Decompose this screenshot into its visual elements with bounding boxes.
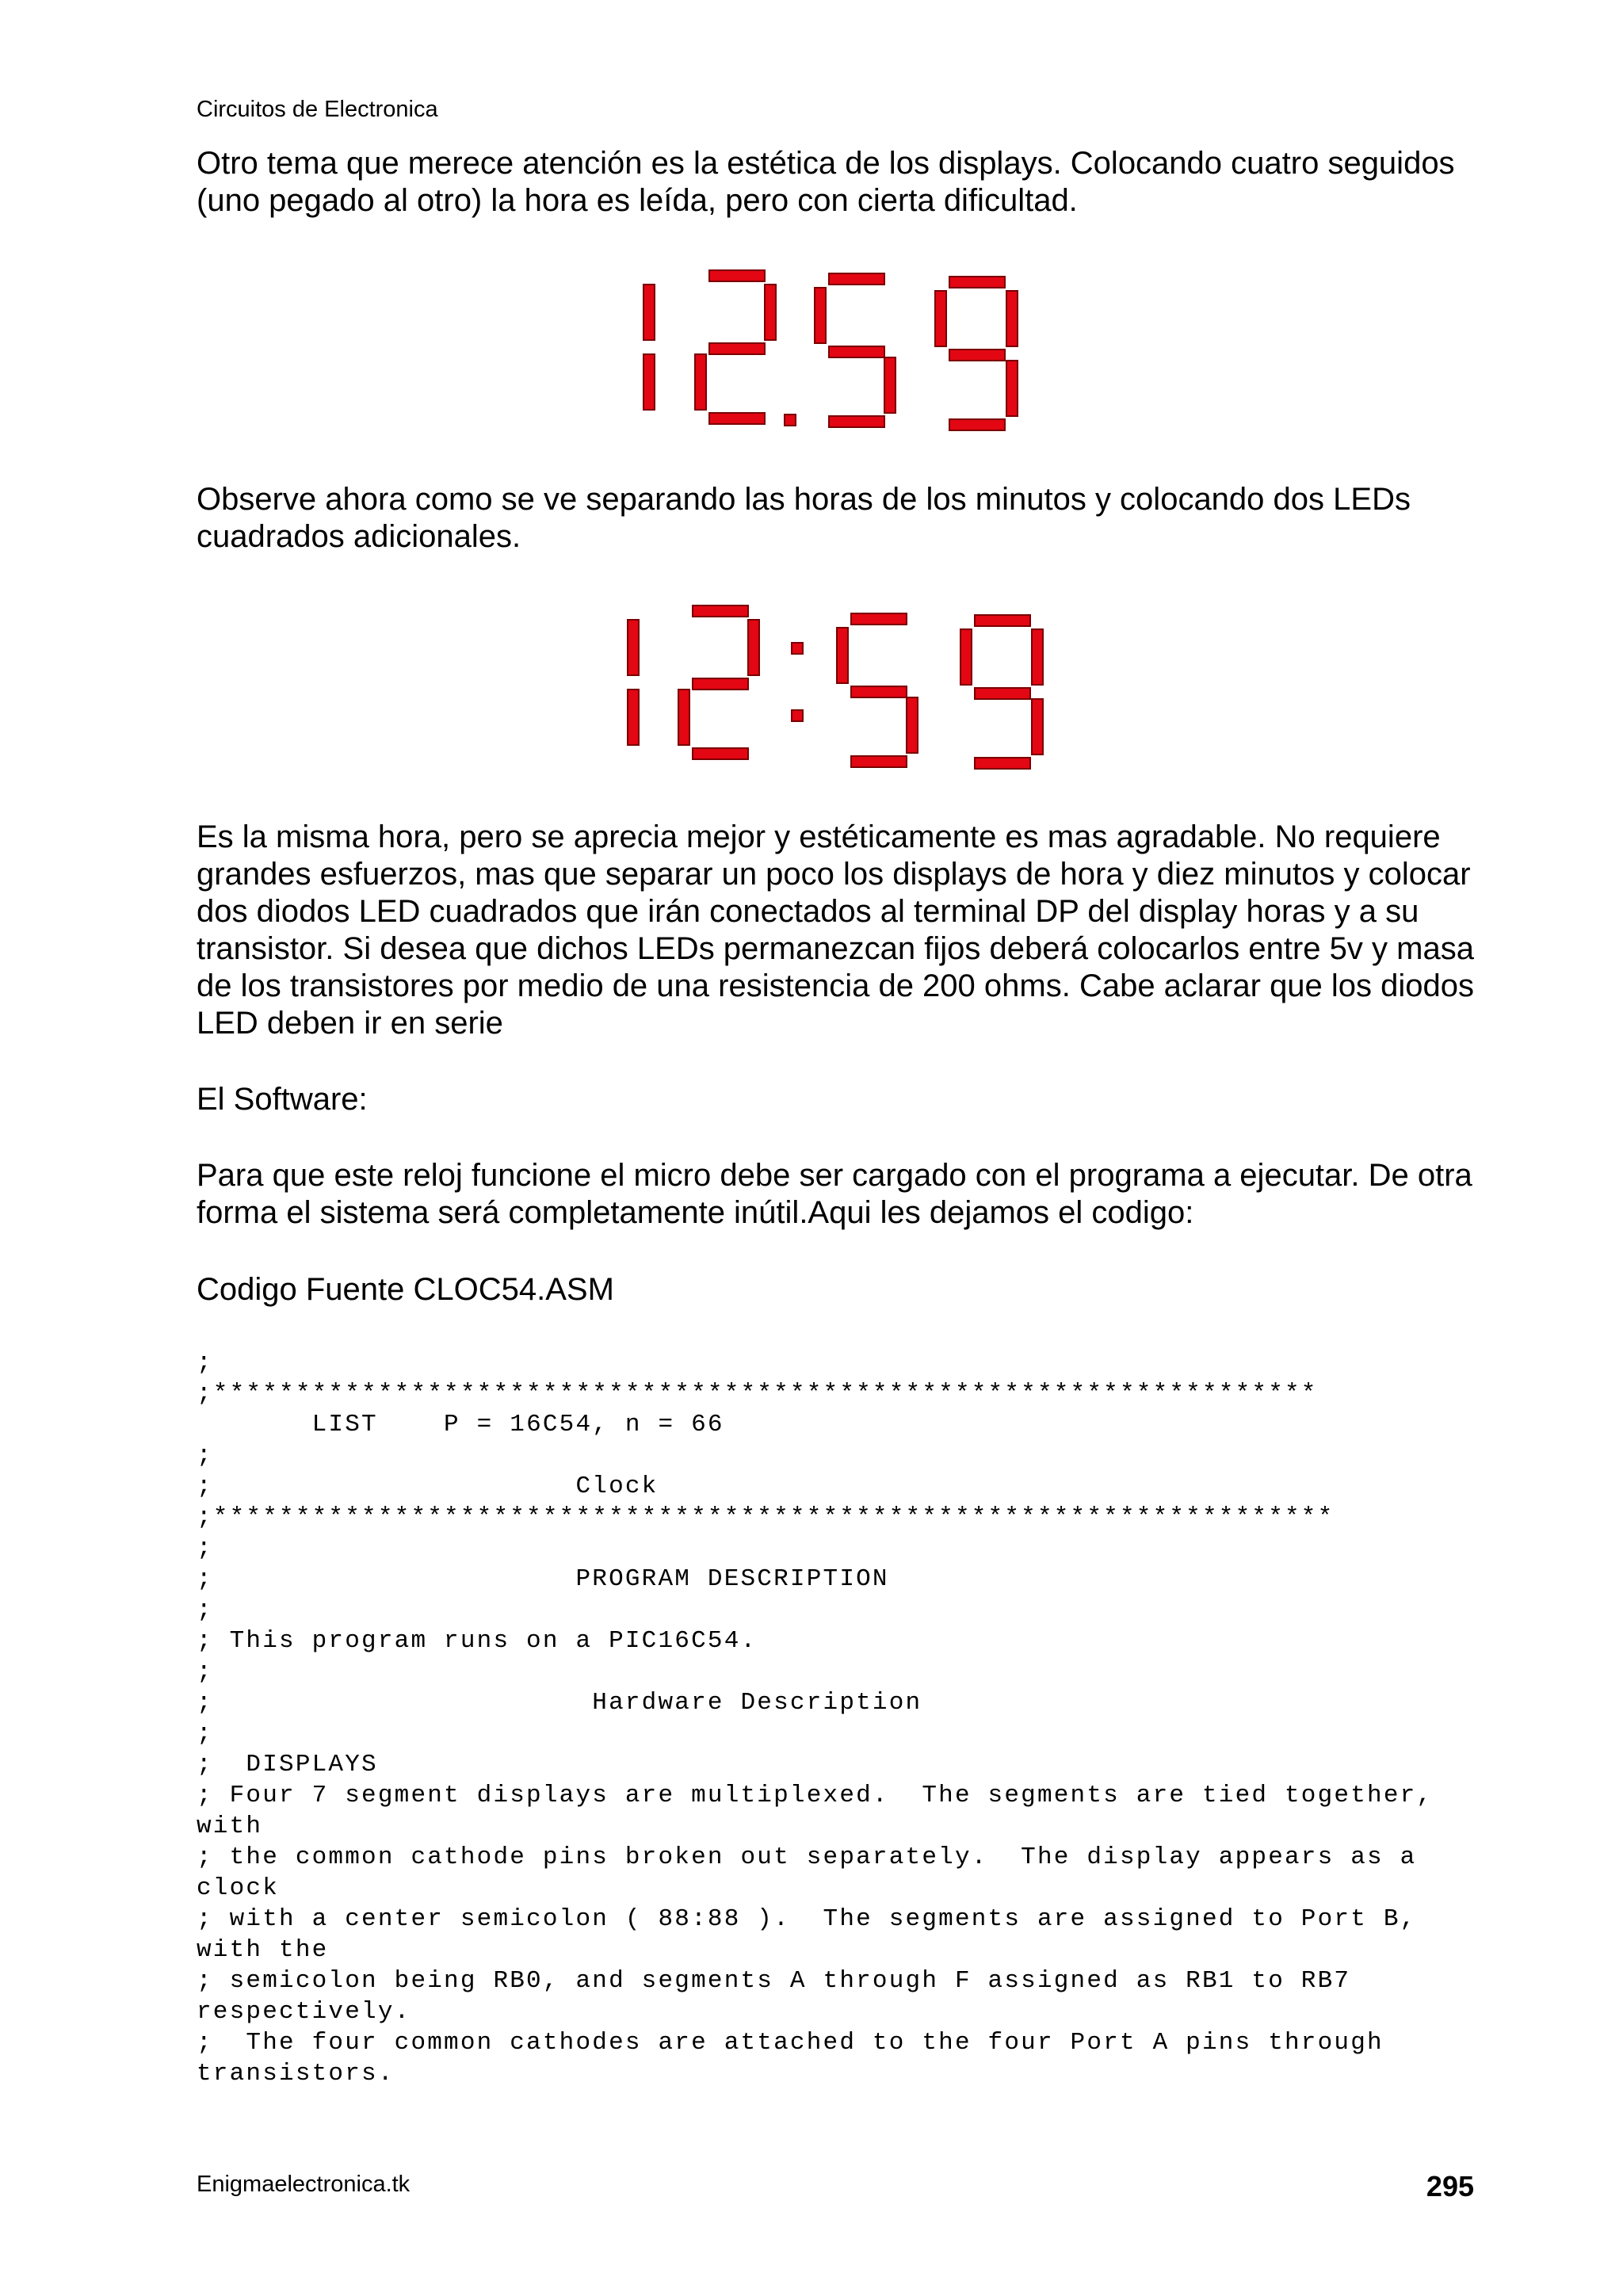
segment (693, 606, 748, 617)
digit-3 (815, 273, 896, 427)
segment (975, 758, 1030, 769)
digit-3 (837, 613, 918, 767)
decimal-point (785, 415, 796, 426)
colon-dot (792, 710, 803, 721)
segment (709, 343, 765, 354)
segment (709, 270, 765, 281)
segment (907, 697, 918, 753)
segment (748, 620, 759, 675)
clock-display-no-separator (634, 266, 1030, 440)
segment (949, 350, 1005, 361)
segment (1032, 699, 1043, 755)
segment (884, 357, 896, 413)
segment (975, 615, 1030, 626)
segment (815, 288, 826, 343)
paragraph-software: Para que este reloj funcione el micro debe ser cargado con el programa a ejecutar. De otra forma el sistema será completamente inútil.Aqui les dejamos el codigo: (197, 1158, 1472, 1230)
footer-site: Enigmaelectronica.tk (197, 2172, 411, 2197)
paragraph-explanation: Es la misma hora, pero se aprecia mejor y estéticamente es mas agradable. No requiere grandes esfuerzos, mas que separar un poco los displays de hora y diez minutos y colocar dos diodos LED cuadrados que irán conectados al terminal DP del display horas y a su transistor. Si desea que dichos LEDs permanezcan fijos deberá colocarlos entre 5v y masa de los transistores por medio de una resistencia de 200 ohms. Cabe aclarar que los diodos LED deben ir en serie (197, 819, 1475, 1041)
segment (693, 678, 748, 690)
segment (960, 629, 972, 685)
digit-4 (960, 615, 1043, 769)
segment (628, 690, 639, 745)
clock-display-with-colon (618, 602, 1062, 777)
segment (829, 346, 884, 357)
segment (829, 416, 884, 427)
segment (851, 686, 907, 697)
segment (628, 620, 639, 675)
segment (1006, 361, 1018, 416)
segment (935, 291, 946, 346)
segment (643, 354, 655, 410)
segment (975, 688, 1030, 699)
digit-4 (935, 277, 1018, 430)
segment (851, 613, 907, 625)
digit-2 (678, 606, 759, 759)
colon-dot (792, 643, 803, 654)
segment (695, 354, 706, 410)
digit-1 (628, 620, 639, 745)
segment (709, 413, 765, 424)
section-heading-software: El Software: (197, 1082, 368, 1117)
segment (1006, 291, 1018, 346)
paragraph-observe: Observe ahora como se ve separando las horas de los minutos y colocando dos LEDs cuadrados adicionales. (197, 482, 1411, 554)
segment (765, 285, 776, 340)
segment (643, 285, 655, 340)
page-header: Circuitos de Electronica (197, 97, 438, 122)
paragraph-intro: Otro tema que merece atención es la estética de los displays. Colocando cuatro seguidos (uno pegado al otro) la hora es leída, pero con cierta dificultad. (197, 146, 1455, 218)
digit-1 (643, 285, 655, 410)
segment (949, 277, 1005, 288)
colon (792, 643, 803, 721)
segment (1032, 629, 1043, 685)
segment (851, 756, 907, 767)
segment (949, 419, 1005, 430)
segment (837, 628, 848, 683)
segment (829, 273, 884, 285)
source-code-listing: ; ;******************************************************************* LIST P = 16C54, n = 66 ; ; Clock ;******************************************************************** ; ; PROGRAM DESCRIPTION ; ; This program runs on a PIC16C54. ; ; Hardware Description ; ; DISPLAYS ; Four 7 segment displays are multiplexed. The segments are tied together, with ; the common cathode pins broken out separately. The display appears as a clock ; with a center semicolon ( 88:88 ). The segments are assigned to Port B, with the ; semicolon being RB0, and segments A through F assigned as RB1 to RB7 respectively. ; The four common cathodes are attached to the four Port A pins through transistors. (197, 1349, 1434, 2088)
segment (678, 690, 689, 745)
page-number: 295 (1426, 2170, 1474, 2202)
segment (693, 748, 748, 759)
source-code-title: Codigo Fuente CLOC54.ASM (197, 1272, 614, 1307)
digit-2 (695, 270, 776, 424)
